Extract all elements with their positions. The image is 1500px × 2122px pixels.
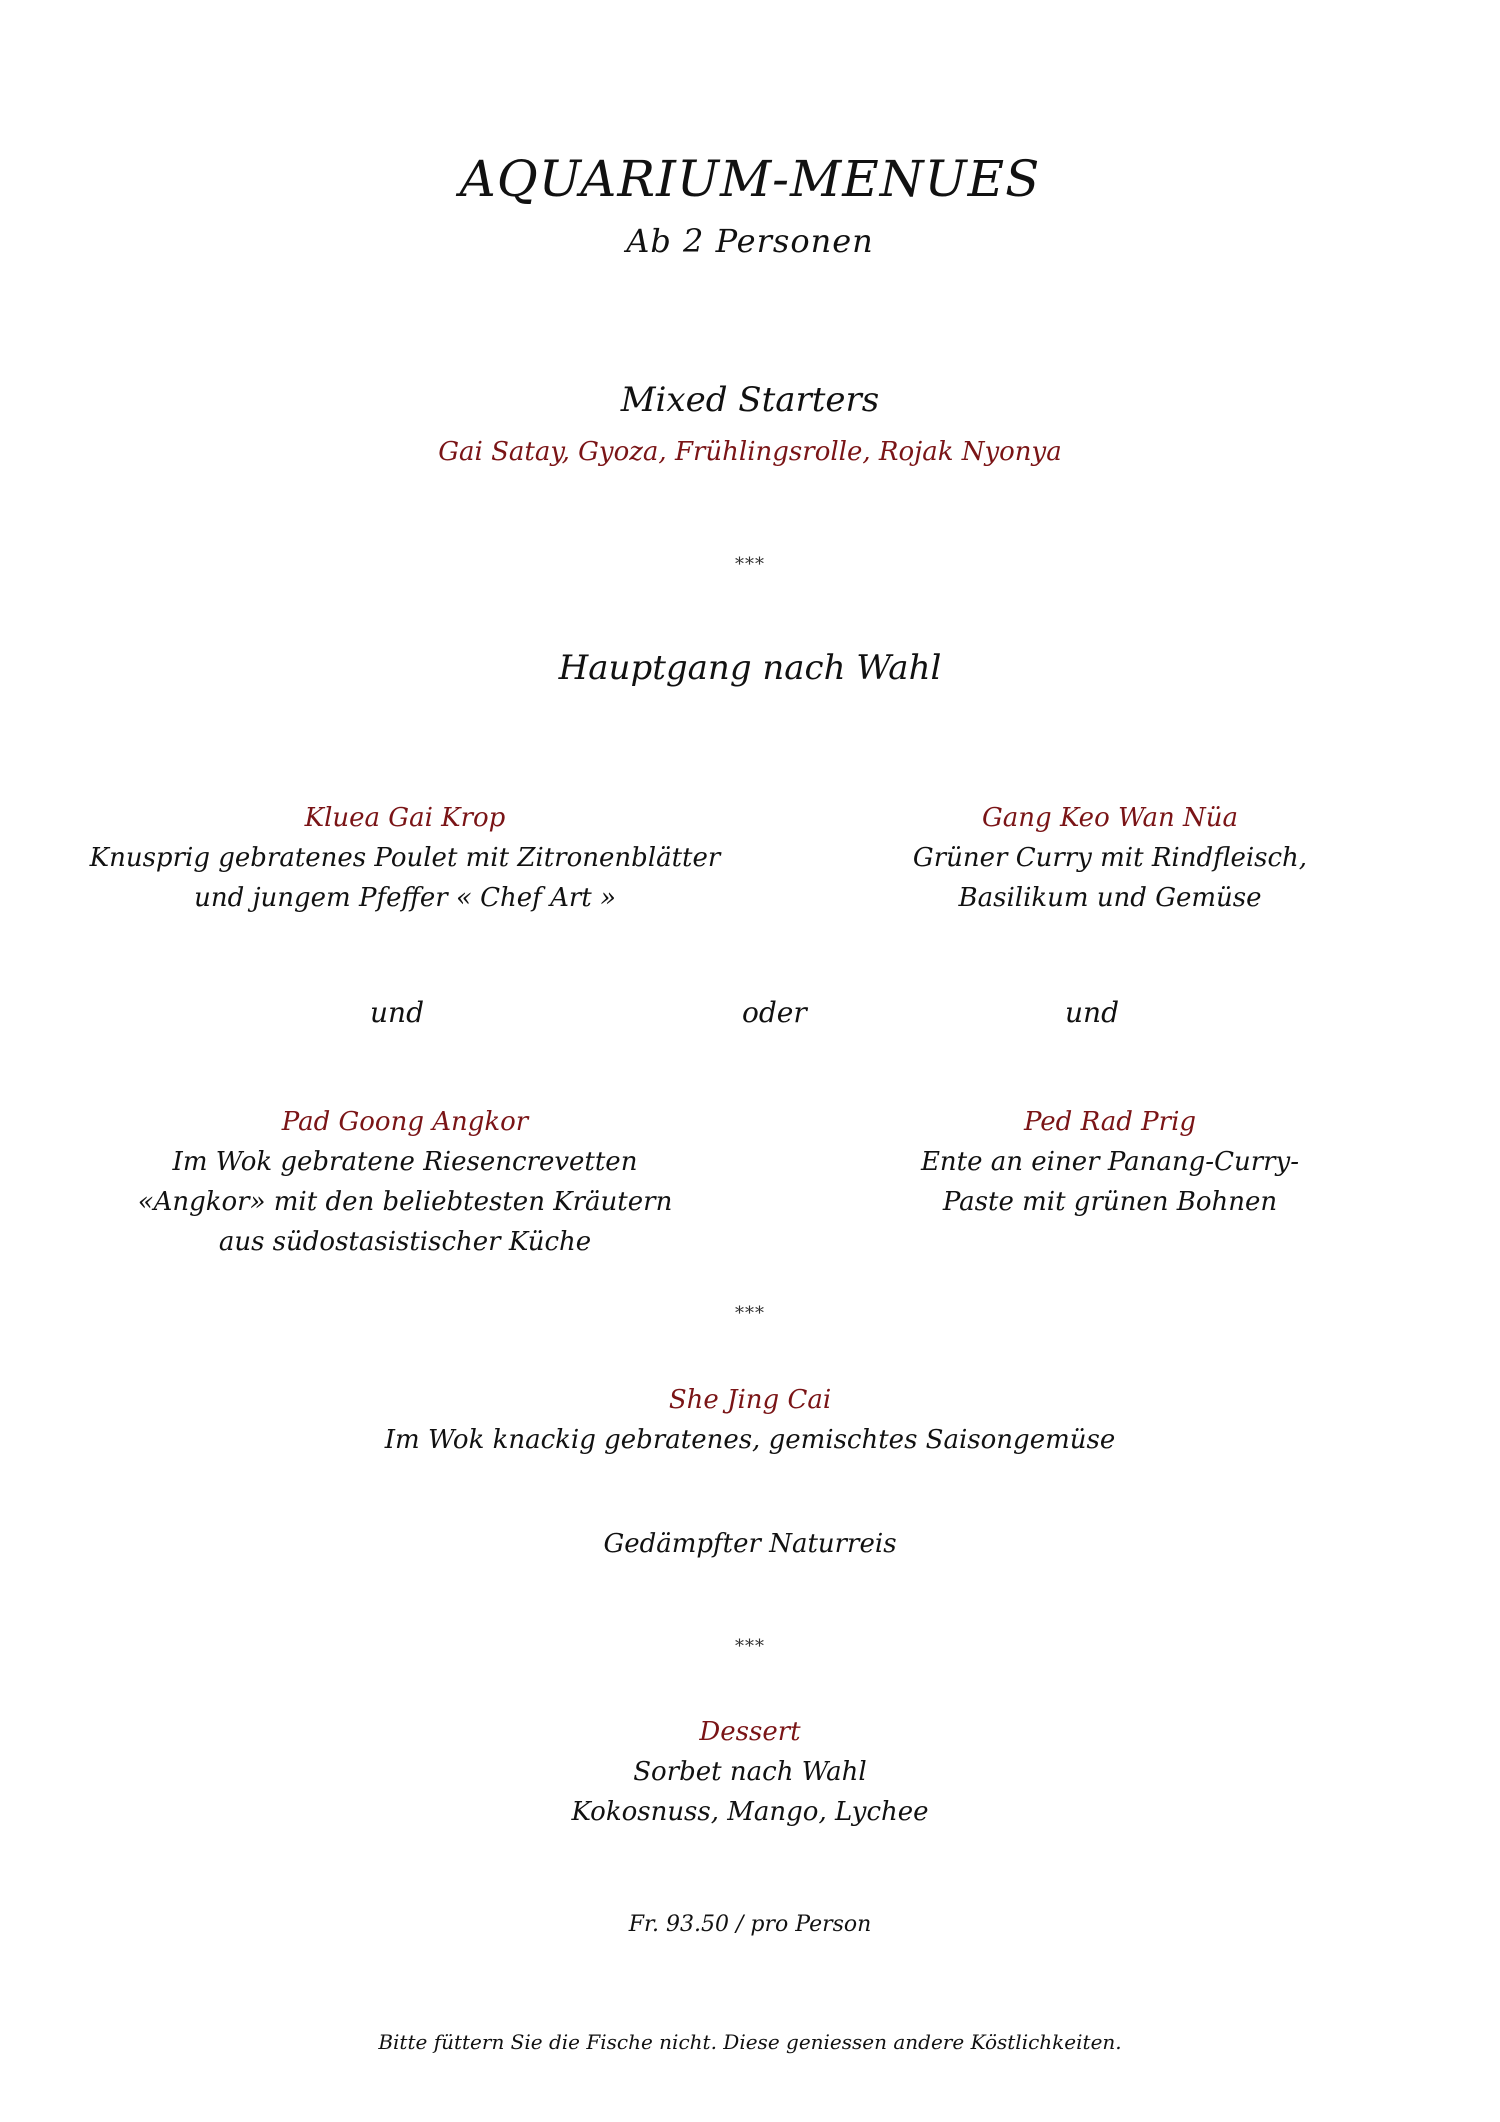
dish-name: Kluea Gai Krop [304,803,506,833]
main-right-dish-1 [830,798,1390,918]
side-dish-description: Im Wok knackig gebratenes, gemischtes Saisongemüse [384,1425,1116,1455]
price: Fr. 93.50 / pro Person [628,1912,872,1937]
dish-description-line: Im Wok gebratene Riesencrevetten [172,1147,638,1177]
dish-name: Pad Goong Angkor [281,1107,529,1137]
page-title: AQUARIUM-MENUES [459,150,1041,208]
starters-items: Gai Satay, Gyoza, Frühlingsrolle, Rojak Nyonya [438,437,1062,467]
dish-description-line: Knusprig gebratenes Poulet mit Zitronenblätter [89,843,721,873]
conjunction-right: und [1065,996,1119,1029]
dessert-line-1: Sorbet nach Wahl [633,1757,867,1787]
conjunction-middle: oder [742,996,807,1029]
main-left-dish-2 [80,1102,730,1262]
side-dish-name: She Jing Cai [668,1385,832,1415]
dish-description-line: und jungem Pfeffer « Chef Art » [194,883,616,913]
separator-3: *** [735,1636,765,1657]
main-course-heading: Hauptgang nach Wahl [558,648,942,688]
rice-item: Gedämpfter Naturreis [603,1529,897,1559]
starters-heading: Mixed Starters [620,380,880,420]
conjunction-left: und [370,996,424,1029]
dish-description-line: Paste mit grünen Bohnen [942,1187,1278,1217]
dish-description-line: «Angkor» mit den beliebtesten Kräutern [137,1187,673,1217]
separator-1: *** [735,554,765,575]
dish-description-line: aus südostasistischer Küche [218,1227,592,1257]
dessert-line-2: Kokosnuss, Mango, Lychee [571,1797,929,1827]
dish-description-line: Basilikum und Gemüse [958,883,1262,913]
main-left-dish-1 [80,798,730,918]
dish-description-line: Ente an einer Panang-Curry- [920,1147,1300,1177]
page-subtitle: Ab 2 Personen [626,222,874,260]
separator-2: *** [735,1303,765,1324]
dish-name: Ped Rad Prig [1023,1107,1197,1137]
main-right-dish-2 [830,1102,1390,1222]
dessert-heading: Dessert [699,1717,801,1747]
footer-note: Bitte füttern Sie die Fische nicht. Diese geniessen andere Köstlichkeiten. [378,2030,1122,2054]
dish-name: Gang Keo Wan Nüa [982,803,1238,833]
dish-description-line: Grüner Curry mit Rindfleisch, [912,843,1308,873]
